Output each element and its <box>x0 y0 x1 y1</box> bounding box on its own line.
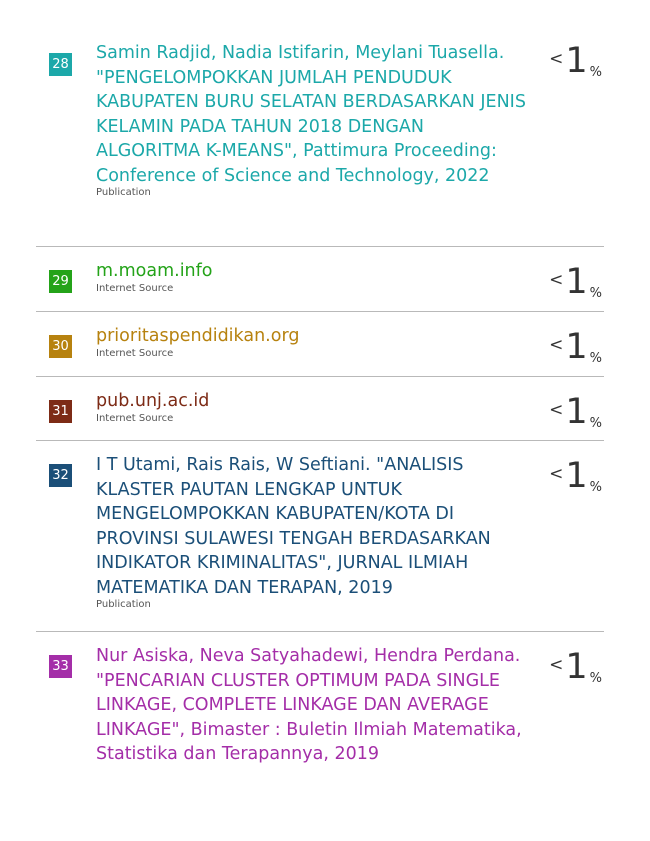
match-percentage <box>549 327 602 374</box>
percentage-less-than: < <box>549 270 564 290</box>
source-title[interactable]: m.moam.info <box>96 261 213 281</box>
source-entry <box>96 41 526 199</box>
percentage-unit: % <box>589 671 602 686</box>
percentage-value: 1 <box>565 392 587 432</box>
source-type: Internet Source <box>96 282 174 294</box>
percentage-less-than: < <box>549 335 564 355</box>
source-entry <box>96 644 526 767</box>
percentage-less-than: < <box>549 49 564 69</box>
percentage-value: 1 <box>565 41 587 81</box>
percentage-unit: % <box>589 286 602 301</box>
percentage-unit: % <box>589 65 602 80</box>
source-row-31[interactable] <box>36 377 604 441</box>
source-type: Publication <box>96 187 151 198</box>
match-percentage <box>549 392 602 439</box>
source-number-badge: 32 <box>49 464 72 487</box>
match-percentage <box>549 41 602 88</box>
source-row-30[interactable] <box>36 312 604 377</box>
percentage-less-than: < <box>549 400 564 420</box>
source-number-badge: 28 <box>49 53 72 76</box>
source-title[interactable]: Samin Radjid, Nadia Istifarin, Meylani Tuasella. "PENGELOMPOKKAN JUMLAH PENDUDUK KABUPATEN BURU SELATAN BERDASARKAN JENIS KELAMIN PADA TAHUN 2018 DENGAN ALGORITMA K-MEANS", Pattimura Proceeding: Conference of Science and Technology, 2022 <box>96 43 526 186</box>
source-title[interactable]: Nur Asiska, Neva Satyahadewi, Hendra Perdana. "PENCARIAN CLUSTER OPTIMUM PADA SINGLE LINKAGE, COMPLETE LINKAGE DAN AVERAGE LINKAGE", Bimaster : Buletin Ilmiah Matematika, Statistika dan Terapannya, 2019 <box>96 646 522 764</box>
match-percentage <box>549 262 602 309</box>
source-entry <box>96 453 526 611</box>
percentage-less-than: < <box>549 464 564 484</box>
source-row-29[interactable] <box>36 247 604 312</box>
source-row-33[interactable] <box>36 632 604 812</box>
source-entry <box>96 389 526 425</box>
source-number-badge: 29 <box>49 270 72 293</box>
source-title[interactable]: pub.unj.ac.id <box>96 391 210 411</box>
match-percentage <box>549 456 602 503</box>
percentage-unit: % <box>589 351 602 366</box>
percentage-value: 1 <box>565 647 587 687</box>
percentage-value: 1 <box>565 327 587 367</box>
percentage-value: 1 <box>565 262 587 302</box>
percentage-value: 1 <box>565 456 587 496</box>
source-number-badge: 30 <box>49 335 72 358</box>
source-title[interactable]: I T Utami, Rais Rais, W Seftiani. "ANALISIS KLASTER PAUTAN LENGKAP UNTUK MENGELOMPOKKAN KABUPATEN/KOTA DI PROVINSI SULAWESI TENGAH BERDASARKAN INDIKATOR KRIMINALITAS", JURNAL ILMIAH MATEMATIKA DAN TERAPAN, 2019 <box>96 455 491 598</box>
source-title[interactable]: prioritaspendidikan.org <box>96 326 300 346</box>
source-entry <box>96 324 526 360</box>
percentage-unit: % <box>589 416 602 431</box>
source-row-28[interactable] <box>36 36 604 247</box>
percentage-unit: % <box>589 480 602 495</box>
match-percentage <box>549 647 602 694</box>
source-type: Publication <box>96 599 151 610</box>
source-number-badge: 33 <box>49 655 72 678</box>
percentage-less-than: < <box>549 655 564 675</box>
source-number-badge: 31 <box>49 400 72 423</box>
source-type: Internet Source <box>96 347 174 359</box>
source-type: Internet Source <box>96 412 174 424</box>
source-entry <box>96 259 526 295</box>
source-row-32[interactable] <box>36 441 604 632</box>
